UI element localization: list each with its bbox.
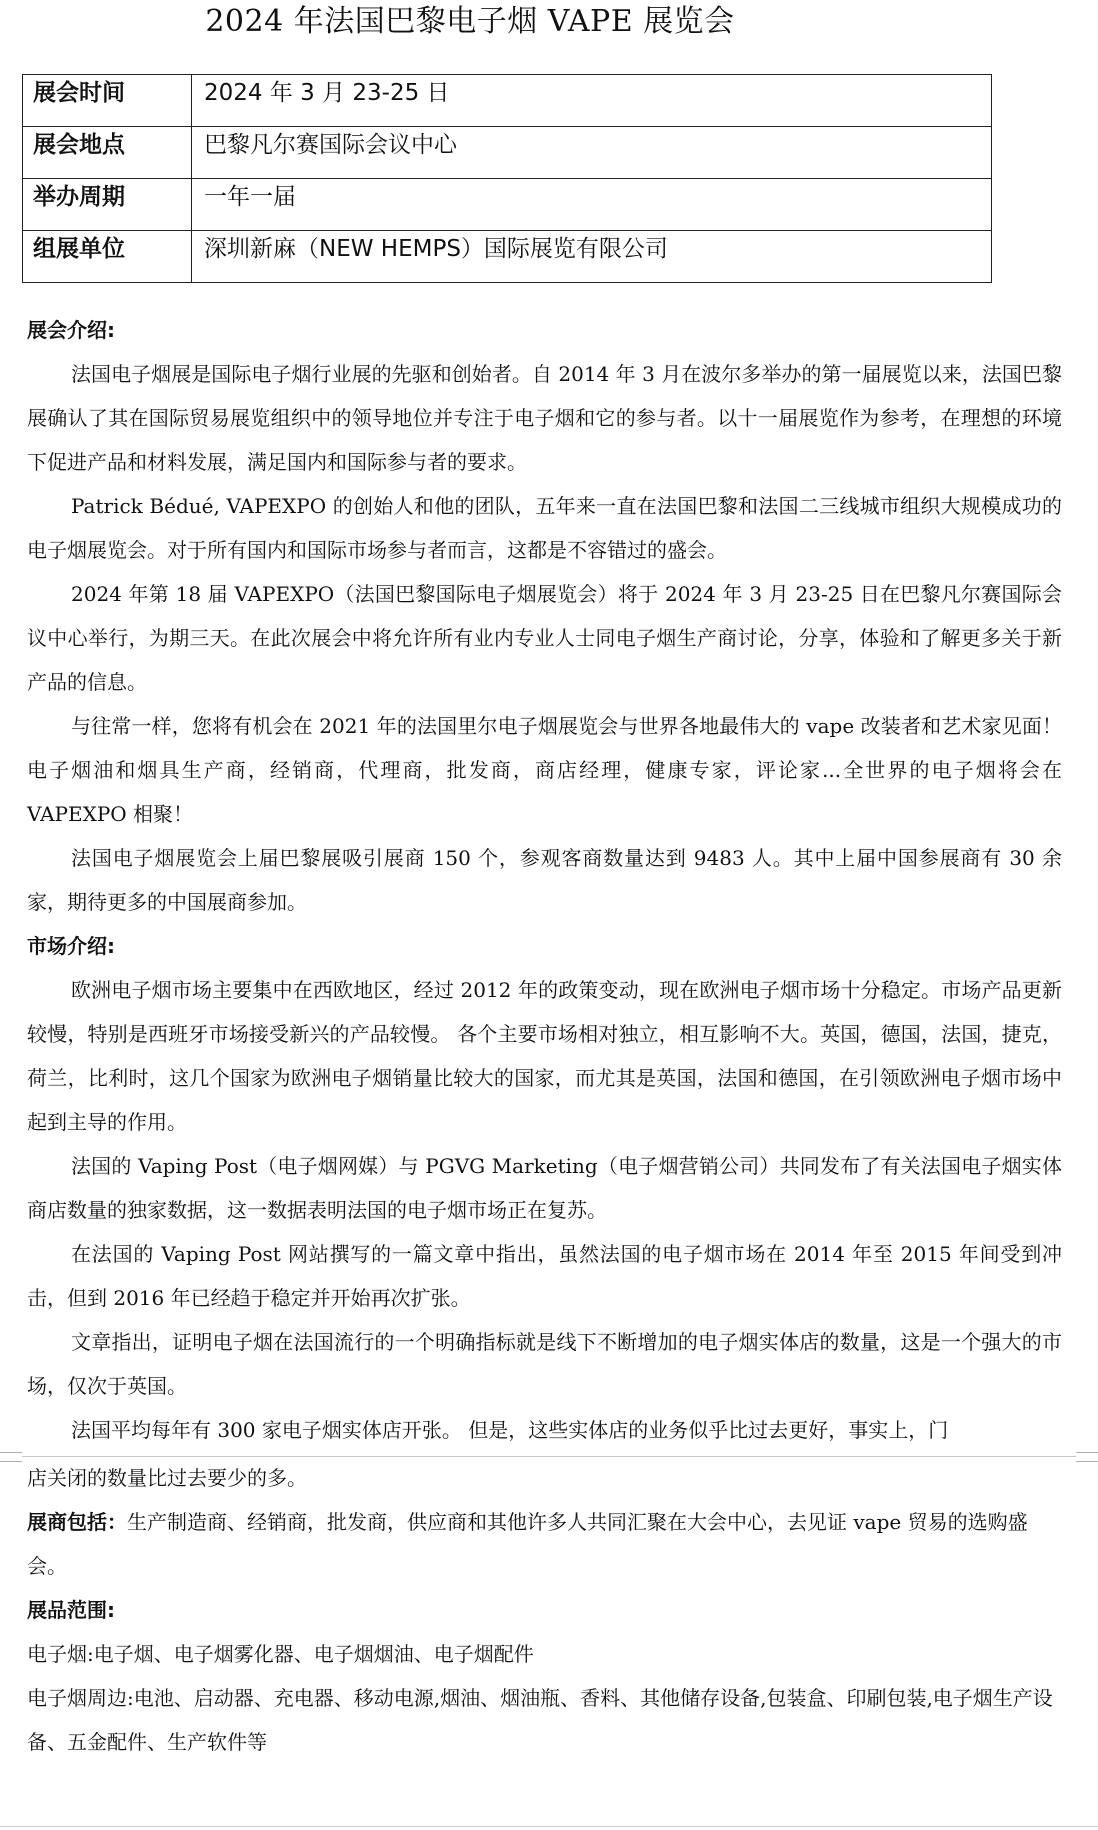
market-paragraph: 法国的 Vaping Post（电子烟网媒）与 PGVG Marketing（电子烟营销公司）共同发布了有关法国电子烟实体商店数量的独家数据，这一数据表明法国的电子烟市场正在复苏。 bbox=[27, 1154, 1062, 1222]
market-paragraph: 文章指出，证明电子烟在法国流行的一个明确指标就是线下不断增加的电子烟实体店的数量，这是一个强大的市场，仅次于英国。 bbox=[27, 1330, 1062, 1398]
info-value-organizer: 深圳新麻（NEW HEMPS）国际展览有限公司 bbox=[192, 231, 992, 283]
market-paragraph: 欧洲电子烟市场主要集中在西欧地区，经过 2012 年的政策变动，现在欧洲电子烟市场十分稳定。市场产品更新较慢，特别是西班牙市场接受新兴的产品较慢。 各个主要市场相对独立，相互影响不大。英国，德国，法国，捷克，荷兰，比利时，这几个国家为欧洲电子烟销量比较大的国家，而尤其是英国，法国和德国，在引领欧洲电子烟市场中起到主导的作用。 bbox=[27, 978, 1062, 1134]
document-title: 2024 年法国巴黎电子烟 VAPE 展览会 bbox=[205, 4, 735, 39]
info-value-venue: 巴黎凡尔赛国际会议中心 bbox=[192, 127, 992, 179]
table-row bbox=[23, 179, 992, 231]
scope-heading: 展品范围: bbox=[27, 1598, 115, 1622]
intro-paragraph: 法国电子烟展是国际电子烟行业展的先驱和创始者。自 2014 年 3 月在波尔多举办的第一届展览以来，法国巴黎展确认了其在国际贸易展览组织中的领导地位并专注于电子烟和它的参与者。以十一届展览作为参考，在理想的环境下促进产品和材料发展，满足国内和国际参与者的要求。 bbox=[27, 362, 1062, 474]
info-key-cycle: 举办周期 bbox=[23, 179, 192, 231]
page-break-marker bbox=[1076, 1452, 1098, 1462]
exhibitors-text: 生产制造商、经销商，批发商，供应商和其他许多人共同汇聚在大会中心，去见证 vape 贸易的选购盛会。 bbox=[27, 1510, 1028, 1578]
exhibitors-paragraph bbox=[27, 1500, 1062, 1588]
scope-line: 电子烟:电子烟、电子烟雾化器、电子烟烟油、电子烟配件 bbox=[27, 1642, 534, 1666]
market-paragraph: 在法国的 Vaping Post 网站撰写的一篇文章中指出，虽然法国的电子烟市场在 2014 年至 2015 年间受到冲击，但到 2016 年已经趋于稳定并开始再次扩张。 bbox=[27, 1242, 1062, 1310]
intro-paragraph: 2024 年第 18 届 VAPEXPO（法国巴黎国际电子烟展览会）将于 2024 年 3 月 23-25 日在巴黎凡尔赛国际会议中心举行，为期三天。在此次展会中将允许所有业内专业人士同电子烟生产商讨论，分享，体验和了解更多关于新产品的信息。 bbox=[27, 582, 1062, 694]
info-key-organizer: 组展单位 bbox=[23, 231, 192, 283]
table-row bbox=[23, 231, 992, 283]
table-row bbox=[23, 127, 992, 179]
market-heading: 市场介绍: bbox=[27, 934, 115, 958]
page-break-marker bbox=[0, 1452, 22, 1462]
exhibitors-label: 展商包括： bbox=[27, 1510, 127, 1534]
info-value-cycle: 一年一届 bbox=[192, 179, 992, 231]
market-paragraph-continued: 店关闭的数量比过去要少的多。 bbox=[27, 1466, 307, 1490]
info-key-venue: 展会地点 bbox=[23, 127, 192, 179]
info-key-time: 展会时间 bbox=[23, 75, 192, 127]
document-body-page1 bbox=[27, 308, 1062, 1452]
intro-paragraph: 与往常一样，您将有机会在 2021 年的法国里尔电子烟展览会与世界各地最伟大的 vape 改装者和艺术家见面！电子烟油和烟具生产商，经销商，代理商，批发商，商店经理，健康专家，评论家...全世界的电子烟将会在 VAPEXPO 相聚！ bbox=[27, 714, 1062, 826]
market-paragraph: 法国平均每年有 300 家电子烟实体店开张。 但是，这些实体店的业务似乎比过去更好，事实上，门 bbox=[71, 1418, 949, 1442]
info-value-time: 2024 年 3 月 23-25 日 bbox=[192, 75, 992, 127]
scope-line: 电子烟周边:电池、启动器、充电器、移动电源,烟油、烟油瓶、香料、其他储存设备,包装盒、印刷包装,电子烟生产设备、五金配件、生产软件等 bbox=[27, 1686, 1053, 1754]
exhibition-info-table bbox=[22, 74, 992, 283]
intro-paragraph: 法国电子烟展览会上届巴黎展吸引展商 150 个，参观客商数量达到 9483 人。其中上届中国参展商有 30 余家，期待更多的中国展商参加。 bbox=[27, 846, 1062, 914]
intro-heading: 展会介绍: bbox=[27, 318, 115, 342]
page-bottom-edge bbox=[0, 1826, 1098, 1827]
intro-paragraph: Patrick Bédué, VAPEXPO 的创始人和他的团队，五年来一直在法国巴黎和法国二三线城市组织大规模成功的电子烟展览会。对于所有国内和国际市场参与者而言，这都是不容错过的盛会。 bbox=[27, 494, 1062, 562]
document-body-page2 bbox=[27, 1456, 1062, 1764]
table-row bbox=[23, 75, 992, 127]
